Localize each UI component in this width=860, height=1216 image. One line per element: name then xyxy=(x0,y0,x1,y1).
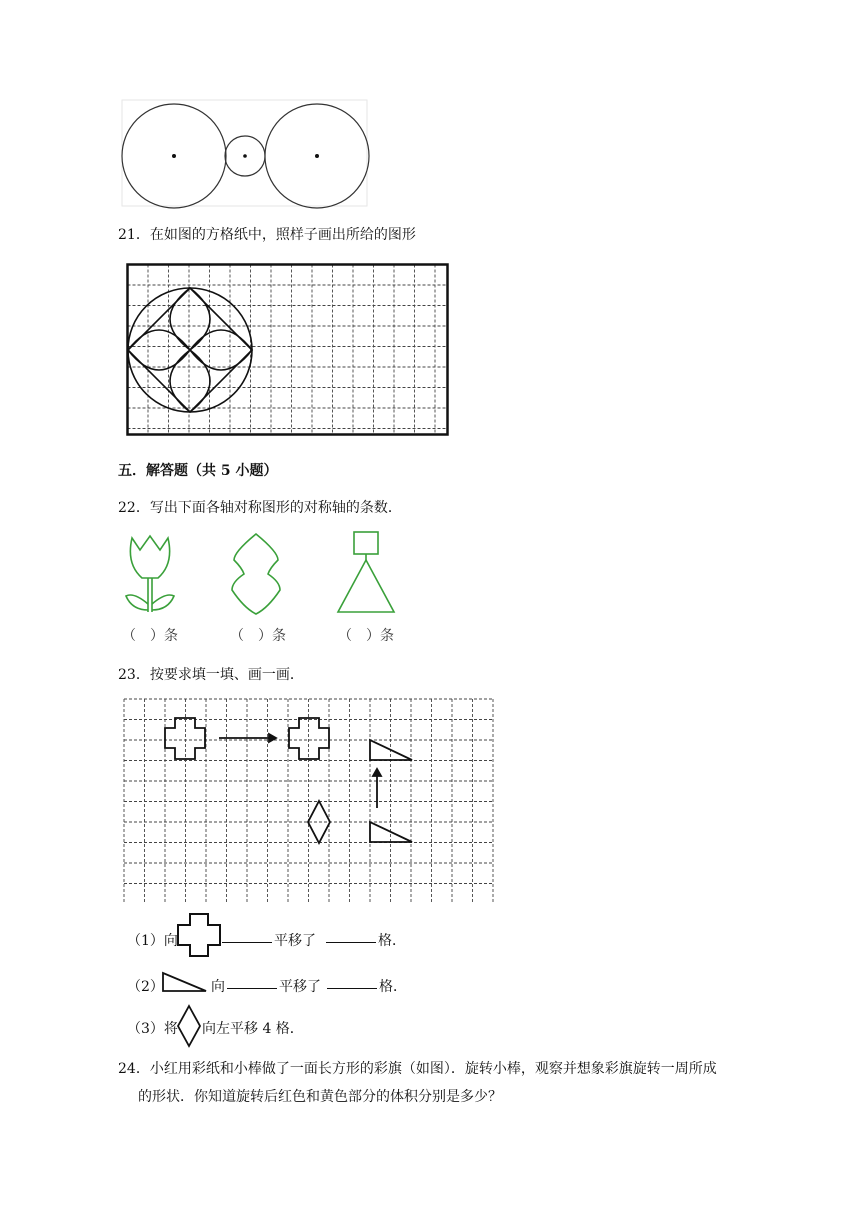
q23-sub2-mid1: 向 xyxy=(211,979,225,995)
question-24-line2: 的形状．你知道旋转后红色和黄色部分的体积分别是多少？ xyxy=(138,1089,502,1105)
q21-grid-figure xyxy=(125,262,450,438)
triangle-shape-icon xyxy=(160,970,210,994)
three-circles-figure xyxy=(110,100,380,210)
q21-sample-pattern xyxy=(128,288,252,412)
q23-grid-figure xyxy=(123,698,495,904)
q22-caption-3: （ ）条 xyxy=(338,628,394,644)
q22-caption-1: （ ）条 xyxy=(122,628,178,644)
q22-caption-2: （ ）条 xyxy=(230,628,286,644)
q23-sub1-direction-blank[interactable] xyxy=(222,928,272,943)
right-circle-center xyxy=(315,154,319,158)
q23-sub2-direction-blank[interactable] xyxy=(227,974,277,989)
middle-circle-center xyxy=(243,154,247,158)
q23-sub1-suffix: 格． xyxy=(378,933,406,949)
q23-sub3-prefix: （3）将 xyxy=(127,1021,178,1037)
q23-shapes xyxy=(165,718,412,843)
diamond-shape-icon xyxy=(176,1004,202,1048)
q23-sub2-suffix: 格． xyxy=(379,979,407,995)
left-circle-center xyxy=(172,154,176,158)
q23-sub3-suffix: 向左平移 4 格． xyxy=(202,1021,304,1037)
q23-sub2-mid2: 平移了 xyxy=(279,979,321,995)
q23-sub1-prefix: （1）向 xyxy=(127,933,178,949)
tulip-figure xyxy=(126,536,174,612)
q23-sub1-count-blank[interactable] xyxy=(326,928,376,943)
question-23-text: 23．按要求填一填、画一画． xyxy=(118,667,304,683)
q23-grid-lines xyxy=(124,699,494,903)
q23-sub2-prefix: （2） xyxy=(127,979,164,995)
question-21-text: 21．在如图的方格纸中，照样子画出所给的图形 xyxy=(118,227,416,243)
q23-sub1-mid: 平移了 xyxy=(274,933,316,949)
q22-figures xyxy=(118,530,418,620)
cross-shape-icon xyxy=(176,912,222,958)
q23-sub2-count-blank[interactable] xyxy=(327,974,377,989)
question-22-text: 22．写出下面各轴对称图形的对称轴的条数． xyxy=(118,500,402,516)
double-diamond-figure xyxy=(232,534,280,614)
question-24-line1: 24．小红用彩纸和小棒做了一面长方形的彩旗（如图）．旋转小棒，观察并想象彩旗旋转一周所成 xyxy=(118,1061,717,1077)
section-5-title: 五．解答题（共 5 小题） xyxy=(118,463,278,479)
square-triangle-figure xyxy=(338,532,394,612)
